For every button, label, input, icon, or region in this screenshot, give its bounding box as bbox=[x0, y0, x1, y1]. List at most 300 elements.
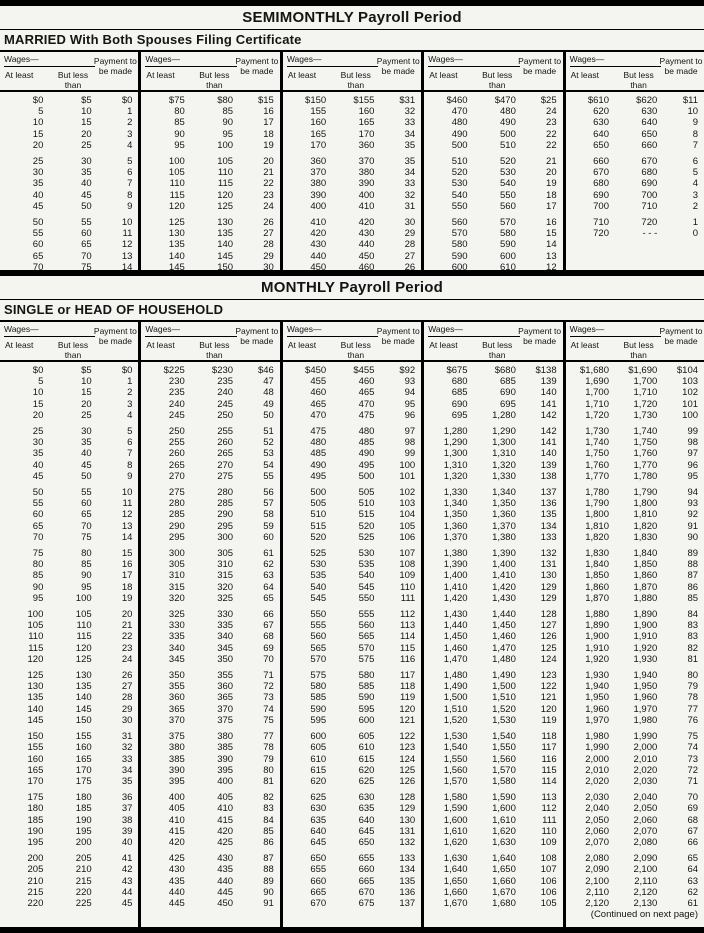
payment-cell: 126 bbox=[399, 775, 416, 787]
wage-row bbox=[0, 864, 138, 875]
column-header-row bbox=[141, 52, 279, 92]
but-less-than-cell: 600 bbox=[500, 250, 516, 262]
but-less-than-cell: 365 bbox=[217, 692, 234, 704]
wage-row bbox=[141, 95, 279, 106]
wage-row bbox=[141, 178, 279, 189]
row-group bbox=[424, 217, 562, 273]
but-less-than-cell: 250 bbox=[217, 409, 234, 421]
wage-row bbox=[141, 487, 279, 498]
but-less-than-cell: 540 bbox=[358, 570, 375, 582]
wage-row bbox=[566, 509, 704, 520]
but-less-than-cell: 615 bbox=[358, 753, 375, 765]
but-less-than-cell: 1,480 bbox=[492, 653, 516, 665]
but-less-than-cell: 1,380 bbox=[492, 531, 516, 543]
continued-note: (Continued on next page) bbox=[587, 909, 698, 920]
but-less-than-cell: 20 bbox=[81, 128, 92, 140]
payment-cell: 133 bbox=[540, 531, 557, 543]
payment-cell: 117 bbox=[400, 670, 416, 682]
at-least-cell: 505 bbox=[310, 498, 327, 510]
payment-cell: 97 bbox=[404, 426, 416, 438]
payment-cell: 100 bbox=[399, 459, 416, 471]
at-least-cell: 395 bbox=[168, 775, 185, 787]
wage-row bbox=[283, 570, 421, 581]
payment-cell: 6 bbox=[692, 156, 699, 168]
married-filing-heading: MARRIED With Both Spouses Filing Certificate bbox=[0, 30, 704, 52]
payment-cell: 10 bbox=[121, 487, 133, 499]
column-body bbox=[0, 92, 138, 273]
at-least-cell: 1,370 bbox=[443, 531, 468, 543]
but-less-than-cell: 440 bbox=[217, 875, 234, 887]
row-group bbox=[283, 853, 421, 909]
but-less-than-cell: 220 bbox=[75, 886, 92, 898]
at-least-cell: 670 bbox=[593, 167, 609, 179]
at-least-cell: 2,060 bbox=[585, 825, 609, 837]
at-least-cell: 60 bbox=[32, 239, 44, 251]
payment-cell: 75 bbox=[263, 714, 274, 726]
but-less-than-cell: 625 bbox=[358, 775, 375, 787]
payment-cell: 87 bbox=[263, 853, 274, 865]
row-group bbox=[424, 365, 562, 421]
at-least-cell: 1,740 bbox=[585, 437, 609, 449]
at-least-cell: 285 bbox=[168, 509, 185, 521]
at-least-cell: $450 bbox=[305, 365, 327, 376]
wage-row bbox=[141, 670, 279, 681]
payment-cell: 30 bbox=[404, 217, 416, 229]
but-less-than-cell: 610 bbox=[358, 742, 375, 754]
at-least-cell: 2,070 bbox=[585, 836, 609, 848]
section-semimonthly bbox=[0, 6, 704, 273]
at-least-cell: 1,750 bbox=[585, 448, 609, 460]
at-least-cell: 500 bbox=[451, 139, 468, 151]
payment-cell: 64 bbox=[687, 864, 699, 876]
wage-row bbox=[0, 593, 138, 604]
wage-row bbox=[141, 754, 279, 765]
at-least-cell: 40 bbox=[32, 459, 44, 471]
but-less-than-cell: 15 bbox=[81, 387, 92, 399]
payment-cell: 118 bbox=[400, 681, 416, 693]
wage-row bbox=[0, 631, 138, 642]
payment-cell: 105 bbox=[540, 897, 557, 909]
at-least-cell: 2,100 bbox=[585, 875, 609, 887]
payment-cell: 40 bbox=[121, 836, 133, 848]
at-least-cell: 70 bbox=[32, 261, 44, 273]
at-least-cell: 295 bbox=[168, 531, 185, 543]
payment-cell: 81 bbox=[263, 775, 274, 787]
payment-cell: 3 bbox=[127, 398, 133, 410]
but-less-than-label: But less than bbox=[623, 340, 654, 361]
but-less-than-cell: 10 bbox=[81, 106, 92, 118]
payment-cell: 14 bbox=[121, 261, 133, 273]
payment-cell: 19 bbox=[263, 139, 274, 151]
at-least-cell: 275 bbox=[168, 487, 185, 499]
but-less-than-cell: 160 bbox=[75, 742, 92, 754]
payment-cell: 56 bbox=[263, 487, 274, 499]
payment-cell: 112 bbox=[541, 803, 557, 815]
wage-row bbox=[0, 228, 138, 239]
at-least-cell: 300 bbox=[168, 548, 185, 560]
payment-cell: 116 bbox=[541, 753, 557, 765]
payment-cell: 72 bbox=[687, 764, 699, 776]
row-group bbox=[566, 95, 704, 151]
wage-row bbox=[424, 559, 562, 570]
payment-cell: 32 bbox=[404, 189, 416, 201]
but-less-than-cell: 2,020 bbox=[633, 764, 658, 776]
payment-cell: 29 bbox=[121, 703, 133, 715]
wage-row bbox=[424, 548, 562, 559]
at-least-cell: 1,530 bbox=[443, 731, 468, 743]
wage-row bbox=[283, 399, 421, 410]
wage-row bbox=[0, 251, 138, 262]
but-less-than-cell: 140 bbox=[217, 239, 234, 251]
wage-row bbox=[566, 228, 704, 239]
wage-row bbox=[0, 521, 138, 532]
wage-row bbox=[141, 681, 279, 692]
payment-cell: 89 bbox=[687, 548, 699, 560]
but-less-than-cell: 520 bbox=[500, 156, 516, 168]
payment-cell: 107 bbox=[540, 864, 557, 876]
but-less-than-cell: 2,010 bbox=[633, 753, 658, 765]
at-least-cell: 545 bbox=[310, 592, 327, 604]
but-less-than-cell: 110 bbox=[217, 167, 234, 179]
but-less-than-cell: 135 bbox=[217, 228, 234, 240]
wage-row bbox=[283, 129, 421, 140]
payment-cell: 18 bbox=[121, 581, 133, 593]
wage-row bbox=[0, 765, 138, 776]
wage-row bbox=[566, 521, 704, 532]
at-least-cell: 130 bbox=[27, 681, 44, 693]
at-least-cell: 1,720 bbox=[585, 409, 609, 421]
at-least-cell: 1,620 bbox=[443, 836, 468, 848]
payment-cell: 62 bbox=[687, 886, 699, 898]
payment-cell: 110 bbox=[541, 825, 557, 837]
payment-cell: 32 bbox=[121, 742, 133, 754]
wage-row bbox=[0, 239, 138, 250]
at-least-cell: 1,940 bbox=[585, 681, 609, 693]
wages-label: Wages— bbox=[145, 324, 236, 337]
wage-row bbox=[0, 876, 138, 887]
payment-cell: 60 bbox=[263, 531, 274, 543]
at-least-cell: 630 bbox=[593, 117, 609, 129]
wage-row bbox=[141, 521, 279, 532]
but-less-than-cell: 120 bbox=[217, 189, 234, 201]
payment-to-be-made-label: Payment to be made bbox=[376, 326, 420, 347]
at-least-cell: 1,590 bbox=[443, 803, 468, 815]
wage-row bbox=[0, 156, 138, 167]
payment-cell: 95 bbox=[404, 398, 416, 410]
row-group bbox=[566, 365, 704, 421]
payment-cell: 85 bbox=[687, 592, 699, 604]
payment-cell: 97 bbox=[687, 448, 699, 460]
but-less-than-cell: 680 bbox=[641, 167, 658, 179]
at-least-cell: 1,550 bbox=[443, 753, 468, 765]
but-less-than-cell: 320 bbox=[217, 581, 234, 593]
wage-row bbox=[141, 559, 279, 570]
at-least-cell: 2,000 bbox=[585, 753, 609, 765]
but-less-than-cell: 530 bbox=[500, 167, 516, 179]
wage-row bbox=[0, 129, 138, 140]
wage-row bbox=[283, 201, 421, 212]
but-less-than-cell: 345 bbox=[217, 642, 234, 654]
column-body bbox=[141, 362, 279, 928]
row-group bbox=[424, 156, 562, 212]
wage-row bbox=[141, 410, 279, 421]
row-group bbox=[141, 609, 279, 665]
at-least-cell: 320 bbox=[168, 592, 185, 604]
but-less-than-cell: 25 bbox=[81, 139, 92, 151]
at-least-label: At least bbox=[429, 70, 458, 80]
at-least-cell: 160 bbox=[27, 753, 44, 765]
but-less-than-cell: 500 bbox=[358, 470, 375, 482]
wage-row bbox=[283, 532, 421, 543]
row-group bbox=[0, 853, 138, 909]
payment-cell: 28 bbox=[263, 239, 274, 251]
wage-row bbox=[566, 654, 704, 665]
wage-row bbox=[424, 765, 562, 776]
payment-cell: 103 bbox=[682, 376, 699, 388]
but-less-than-cell: 240 bbox=[217, 387, 234, 399]
payment-cell: 102 bbox=[399, 487, 416, 499]
payment-cell: 114 bbox=[400, 631, 416, 643]
but-less-than-cell: 1,650 bbox=[492, 864, 516, 876]
payment-cell: 124 bbox=[399, 753, 416, 765]
row-group bbox=[0, 487, 138, 543]
at-least-cell: 15 bbox=[32, 128, 44, 140]
wage-row bbox=[424, 410, 562, 421]
payment-cell: 73 bbox=[263, 692, 274, 704]
at-least-cell: 1,640 bbox=[443, 864, 468, 876]
wage-row bbox=[283, 426, 421, 437]
payment-cell: 30 bbox=[121, 714, 133, 726]
but-less-than-cell: 1,540 bbox=[492, 731, 516, 743]
at-least-cell: 35 bbox=[32, 178, 44, 190]
at-least-cell: 165 bbox=[310, 128, 327, 140]
row-group bbox=[566, 792, 704, 848]
but-less-than-cell: 400 bbox=[358, 189, 375, 201]
wage-row bbox=[141, 815, 279, 826]
wage-row bbox=[141, 426, 279, 437]
wage-row bbox=[283, 376, 421, 387]
but-less-than-cell: $80 bbox=[217, 95, 234, 106]
column-header-row bbox=[141, 322, 279, 362]
row-group bbox=[0, 792, 138, 848]
column-body bbox=[283, 362, 421, 928]
but-less-than-cell: 50 bbox=[81, 470, 92, 482]
payment-cell: 131 bbox=[399, 825, 416, 837]
at-least-cell: 105 bbox=[168, 167, 185, 179]
wage-row bbox=[141, 620, 279, 631]
at-least-cell: 120 bbox=[168, 200, 185, 212]
column-group bbox=[283, 52, 424, 273]
payment-cell: 78 bbox=[687, 692, 699, 704]
payment-cell: 142 bbox=[540, 426, 557, 438]
wage-row bbox=[424, 129, 562, 140]
payment-cell: 132 bbox=[540, 548, 557, 560]
but-less-than-cell: 1,550 bbox=[492, 742, 516, 754]
but-less-than-cell: 660 bbox=[641, 139, 658, 151]
but-less-than-cell: 675 bbox=[358, 897, 375, 909]
wage-row bbox=[424, 178, 562, 189]
at-least-cell: 1,580 bbox=[443, 792, 468, 804]
at-least-cell: $675 bbox=[446, 365, 468, 376]
row-group bbox=[141, 670, 279, 726]
row-group bbox=[141, 426, 279, 482]
but-less-than-cell: 95 bbox=[81, 581, 92, 593]
wage-row bbox=[566, 864, 704, 875]
wage-row bbox=[141, 876, 279, 887]
wage-row bbox=[424, 201, 562, 212]
payment-cell: 49 bbox=[263, 398, 274, 410]
at-least-cell: 380 bbox=[310, 178, 327, 190]
at-least-cell: 335 bbox=[168, 631, 185, 643]
but-less-than-cell: 460 bbox=[358, 261, 375, 273]
at-least-cell: 495 bbox=[310, 470, 327, 482]
wage-row bbox=[424, 498, 562, 509]
but-less-than-cell: 420 bbox=[358, 217, 375, 229]
wage-row bbox=[0, 853, 138, 864]
but-less-than-cell: 170 bbox=[358, 128, 375, 140]
at-least-cell: 80 bbox=[32, 559, 44, 571]
payment-cell: 3 bbox=[692, 189, 699, 201]
wage-row bbox=[283, 620, 421, 631]
payment-cell: 106 bbox=[399, 531, 416, 543]
row-group bbox=[283, 95, 421, 151]
column-group bbox=[566, 52, 704, 270]
payment-cell: 129 bbox=[540, 592, 557, 604]
payment-cell: 57 bbox=[263, 498, 274, 510]
but-less-than-cell: 560 bbox=[358, 620, 375, 632]
row-group bbox=[424, 487, 562, 543]
payment-cell: 29 bbox=[404, 228, 416, 240]
payment-cell: 54 bbox=[263, 459, 274, 471]
but-less-than-cell: 115 bbox=[217, 178, 234, 190]
at-least-cell: 10 bbox=[32, 117, 44, 129]
but-less-than-cell: 165 bbox=[358, 117, 375, 129]
at-least-cell: 430 bbox=[168, 864, 185, 876]
semimonthly-wage-table bbox=[0, 52, 704, 273]
but-less-than-cell: 160 bbox=[358, 106, 375, 118]
at-least-cell: 80 bbox=[174, 106, 185, 118]
payment-cell: 0 bbox=[692, 228, 699, 240]
but-less-than-cell: 1,940 bbox=[633, 670, 658, 682]
payment-cell: 74 bbox=[687, 742, 699, 754]
row-group bbox=[0, 609, 138, 665]
payment-cell: 72 bbox=[263, 681, 274, 693]
payment-cell: 23 bbox=[121, 642, 133, 654]
wage-row bbox=[0, 376, 138, 387]
at-least-cell: 2,030 bbox=[585, 792, 609, 804]
but-less-than-cell: 45 bbox=[81, 189, 92, 201]
payment-cell: 115 bbox=[400, 642, 416, 654]
but-less-than-cell: 580 bbox=[358, 670, 375, 682]
wage-row bbox=[0, 803, 138, 814]
at-least-cell: 1,900 bbox=[585, 631, 609, 643]
payment-cell: 7 bbox=[127, 448, 133, 460]
row-group bbox=[141, 731, 279, 787]
at-least-cell: 2,050 bbox=[585, 814, 609, 826]
payment-cell: 108 bbox=[540, 853, 557, 865]
payment-cell: 122 bbox=[399, 731, 416, 743]
at-least-cell: 5 bbox=[38, 106, 44, 118]
at-least-cell: 640 bbox=[593, 128, 609, 140]
at-least-cell: 50 bbox=[32, 487, 44, 499]
at-least-cell: $1,680 bbox=[579, 365, 609, 376]
payment-cell: 141 bbox=[540, 437, 557, 449]
but-less-than-cell: 130 bbox=[217, 217, 234, 229]
at-least-cell: 1,470 bbox=[443, 653, 468, 665]
but-less-than-cell: $5 bbox=[81, 365, 92, 376]
but-less-than-cell: 505 bbox=[358, 487, 375, 499]
wage-row bbox=[283, 471, 421, 482]
single-hoh-heading: SINGLE or HEAD OF HOUSEHOLD bbox=[0, 300, 704, 322]
but-less-than-cell: 570 bbox=[500, 217, 516, 229]
wage-row bbox=[283, 106, 421, 117]
at-least-label: At least bbox=[5, 340, 34, 350]
payment-cell: 5 bbox=[127, 156, 133, 168]
wage-row bbox=[0, 548, 138, 559]
wage-row bbox=[0, 776, 138, 787]
payment-cell: 69 bbox=[263, 642, 274, 654]
but-less-than-cell: 1,620 bbox=[492, 825, 516, 837]
wage-row bbox=[424, 387, 562, 398]
wage-row bbox=[283, 887, 421, 898]
but-less-than-cell: 100 bbox=[217, 139, 234, 151]
but-less-than-cell: 255 bbox=[217, 426, 234, 438]
but-less-than-cell: 1,520 bbox=[492, 703, 516, 715]
payment-cell: 128 bbox=[540, 609, 557, 621]
payment-cell: 2 bbox=[127, 117, 133, 129]
but-less-than-cell: 1,950 bbox=[633, 681, 658, 693]
payment-cell: 63 bbox=[687, 875, 699, 887]
payment-cell: 27 bbox=[404, 250, 416, 262]
but-less-than-cell: 85 bbox=[222, 106, 234, 118]
payment-cell: 12 bbox=[121, 239, 133, 251]
at-least-cell: 385 bbox=[168, 753, 185, 765]
semimonthly-period-title: SEMIMONTHLY Payroll Period bbox=[0, 6, 704, 30]
at-least-cell: 125 bbox=[168, 217, 185, 229]
row-group bbox=[566, 217, 704, 239]
payment-cell: 13 bbox=[121, 250, 133, 262]
at-least-cell: 465 bbox=[310, 398, 327, 410]
wage-row bbox=[424, 620, 562, 631]
payment-cell: 133 bbox=[399, 853, 416, 865]
but-less-than-cell: $230 bbox=[211, 365, 234, 376]
wage-row bbox=[0, 681, 138, 692]
at-least-cell: 95 bbox=[32, 592, 44, 604]
at-least-cell: 1,350 bbox=[443, 509, 468, 521]
but-less-than-cell: 150 bbox=[217, 261, 234, 273]
at-least-cell: 515 bbox=[310, 520, 327, 532]
payment-cell: 86 bbox=[263, 836, 274, 848]
but-less-than-cell: 605 bbox=[358, 731, 375, 743]
at-least-cell: 570 bbox=[310, 653, 327, 665]
at-least-cell: 245 bbox=[168, 409, 185, 421]
wage-row bbox=[141, 898, 279, 909]
wage-row bbox=[566, 129, 704, 140]
but-less-than-cell: $1,690 bbox=[628, 365, 658, 376]
wage-row bbox=[424, 887, 562, 898]
at-least-cell: 310 bbox=[168, 570, 185, 582]
payment-cell: 79 bbox=[263, 753, 274, 765]
but-less-than-cell: 640 bbox=[641, 117, 658, 129]
wage-row bbox=[566, 704, 704, 715]
payment-cell: 24 bbox=[121, 653, 133, 665]
column-header-row bbox=[0, 322, 138, 362]
at-least-cell: $610 bbox=[587, 95, 609, 106]
at-least-cell: 380 bbox=[168, 742, 185, 754]
but-less-than-cell: 1,830 bbox=[633, 531, 658, 543]
payment-cell: 51 bbox=[263, 426, 274, 438]
row-group bbox=[0, 731, 138, 787]
